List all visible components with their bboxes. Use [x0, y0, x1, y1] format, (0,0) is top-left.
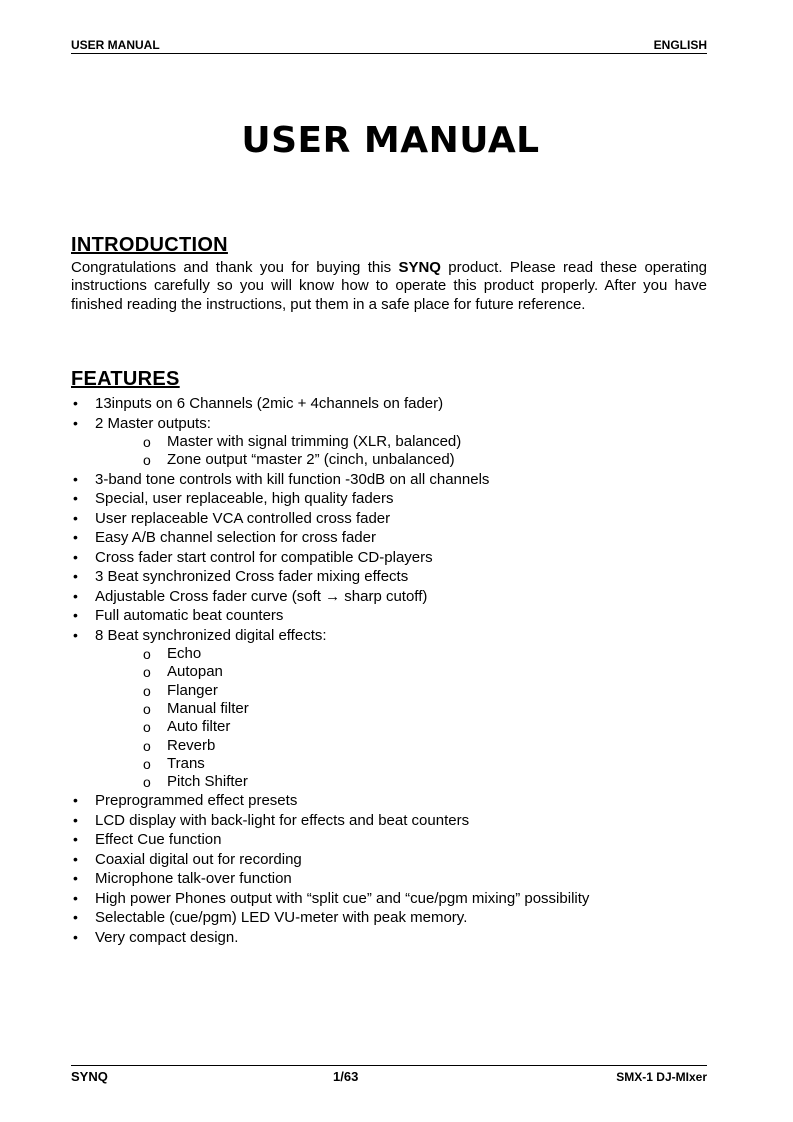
feature-item	[71, 869, 589, 889]
feature-text: Selectable (cue/pgm) LED VU-meter with peak memory.	[95, 909, 468, 927]
feature-item	[71, 908, 589, 928]
bullet-icon: •	[73, 568, 78, 585]
feature-item	[71, 850, 589, 870]
feature-text: Pitch Shifter	[167, 773, 248, 791]
feature-item	[71, 414, 589, 434]
feature-text: Preprogrammed effect presets	[95, 792, 298, 810]
bullet-icon: •	[73, 587, 78, 604]
feature-text: Echo	[167, 645, 202, 663]
feature-text: Auto filter	[167, 718, 231, 736]
bullet-icon: •	[73, 850, 78, 867]
footer-brand: SYNQ	[71, 1069, 108, 1084]
features-list	[71, 394, 589, 947]
feature-text: 3 Beat synchronized Cross fader mixing effects	[95, 568, 409, 586]
feature-text: 8 Beat synchronized digital effects:	[95, 626, 327, 644]
feature-text: Flanger	[167, 681, 218, 699]
header-left: USER MANUAL	[71, 38, 160, 52]
sub-bullet-icon: o	[143, 700, 151, 717]
feature-sub-item	[71, 433, 589, 451]
feature-text: Very compact design.	[95, 928, 239, 946]
feature-text: 13inputs on 6 Channels (2mic + 4channels on fader)	[95, 395, 444, 412]
bullet-icon: •	[73, 529, 78, 546]
bullet-icon: •	[73, 470, 78, 487]
feature-item	[71, 548, 589, 568]
feature-item	[71, 928, 589, 948]
bullet-icon: •	[73, 792, 78, 809]
brand-name: SYNQ	[398, 259, 441, 276]
feature-text: Effect Cue function	[95, 831, 222, 849]
feature-sub-item	[71, 663, 589, 681]
bullet-icon: •	[73, 909, 78, 926]
feature-item	[71, 811, 589, 831]
feature-item	[71, 489, 589, 509]
bullet-icon: •	[73, 395, 78, 411]
feature-item	[71, 606, 589, 626]
feature-item	[71, 626, 589, 646]
features-heading: FEATURES	[71, 368, 180, 390]
feature-text: 2 Master outputs:	[95, 414, 211, 432]
feature-text: User replaceable VCA controlled cross fader	[95, 509, 391, 527]
bullet-icon: •	[73, 548, 78, 565]
feature-text: Coaxial digital out for recording	[95, 850, 302, 868]
intro-text-before: Congratulations and thank you for buying this	[71, 259, 399, 276]
feature-text: 3-band tone controls with kill function -30dB on all channels	[95, 470, 490, 488]
feature-sub-item	[71, 451, 589, 469]
sub-bullet-icon: o	[143, 664, 151, 681]
feature-text: Trans	[167, 754, 205, 772]
feature-item	[71, 791, 589, 811]
introduction-heading: INTRODUCTION	[71, 234, 228, 256]
bullet-icon: •	[73, 509, 78, 526]
feature-text: Full automatic beat counters	[95, 607, 284, 625]
sub-bullet-icon: o	[143, 682, 151, 699]
feature-item	[71, 889, 589, 909]
sub-bullet-icon: o	[143, 452, 151, 469]
feature-text: Microphone talk-over function	[95, 870, 292, 888]
sub-bullet-icon: o	[143, 774, 151, 791]
bullet-icon: •	[73, 870, 78, 887]
feature-item	[71, 509, 589, 529]
page-number: 1/63	[333, 1069, 359, 1084]
feature-item	[71, 394, 589, 414]
feature-item	[71, 470, 589, 490]
page-title: USER MANUAL	[241, 120, 540, 161]
feature-item	[71, 830, 589, 850]
feature-text: Special, user replaceable, high quality faders	[95, 490, 394, 508]
introduction-paragraph	[71, 259, 707, 314]
bullet-icon: •	[73, 928, 78, 945]
feature-sub-item	[71, 773, 589, 791]
page-header	[71, 38, 707, 54]
feature-text: Master with signal trimming (XLR, balanced)	[167, 433, 462, 450]
intro-text-after: product. Please read these operating instructions carefully so you will know how to operate this product properly. After you have finished reading the instructions, put them in a safe place for future reference.	[71, 259, 707, 313]
sub-bullet-icon: o	[143, 755, 151, 772]
sub-bullet-icon: o	[143, 737, 151, 754]
feature-text: LCD display with back-light for effects and beat counters	[95, 811, 470, 829]
feature-sub-item	[71, 682, 589, 700]
feature-sub-item	[71, 700, 589, 718]
feature-text: Autopan	[167, 663, 223, 681]
feature-text: High power Phones output with “split cue” and “cue/pgm mixing” possibility	[95, 889, 590, 907]
feature-text: Adjustable Cross fader curve (soft → sharp cutoff)	[95, 587, 428, 605]
feature-item	[71, 587, 589, 607]
bullet-icon: •	[73, 490, 78, 507]
feature-text: Manual filter	[167, 699, 249, 717]
bullet-icon: •	[73, 811, 78, 828]
sub-bullet-icon: o	[143, 719, 151, 736]
sub-bullet-icon: o	[143, 434, 151, 450]
feature-text: Zone output “master 2” (cinch, unbalanced)	[167, 451, 455, 469]
feature-sub-item	[71, 755, 589, 773]
feature-sub-item	[71, 737, 589, 755]
footer-model: SMX-1 DJ-MIxer	[616, 1070, 707, 1084]
feature-text: Cross fader start control for compatible CD-players	[95, 548, 433, 566]
bullet-icon: •	[73, 414, 78, 431]
feature-item	[71, 528, 589, 548]
page-footer	[71, 1065, 707, 1086]
feature-item	[71, 567, 589, 587]
bullet-icon: •	[73, 607, 78, 624]
sub-bullet-icon: o	[143, 646, 151, 663]
bullet-icon: •	[73, 626, 78, 643]
header-right: ENGLISH	[653, 38, 707, 52]
bullet-icon: •	[73, 831, 78, 848]
feature-sub-item	[71, 645, 589, 663]
feature-sub-item	[71, 718, 589, 736]
bullet-icon: •	[73, 889, 78, 906]
feature-text: Reverb	[167, 736, 216, 754]
feature-text: Easy A/B channel selection for cross fader	[95, 529, 376, 547]
